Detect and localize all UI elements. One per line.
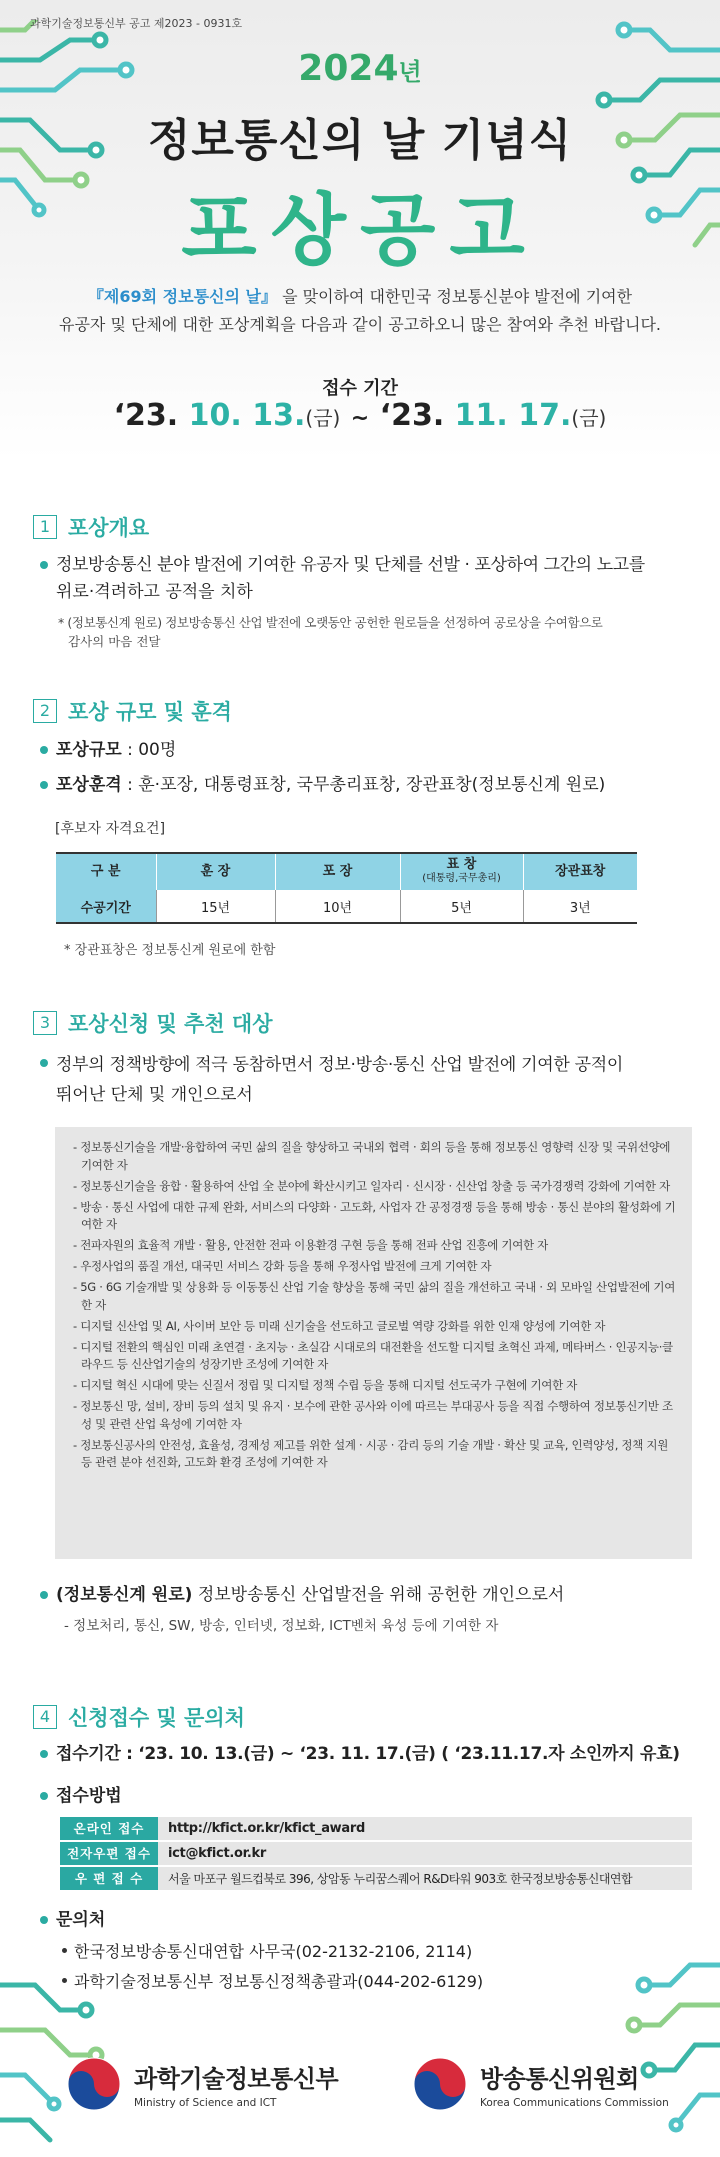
period-label: 접수 기간 — [322, 378, 398, 399]
contact-label: 문의처 — [56, 1910, 106, 1930]
table-header-sub: (대통령,국무총리) — [422, 873, 501, 884]
table-row — [56, 890, 637, 923]
kcc-logo — [412, 2056, 669, 2112]
intro-highlight: 『제69회 정보통신의 날』 — [87, 287, 277, 306]
application-period — [40, 1741, 680, 1768]
circuit-decoration-bottom-right-icon — [610, 1945, 720, 2155]
method-online — [60, 1817, 692, 1840]
elder-sub: - 정보처리, 통신, SW, 방송, 인터넷, 정보화, ICT벤처 육성 등에 기여한 자 — [64, 1618, 499, 1634]
method-tag: 전자우편 접수 — [60, 1842, 158, 1865]
award-grade — [40, 772, 605, 799]
intro-line-2: 유공자 및 단체에 대한 포상계획을 다음과 같이 공고하오니 많은 참여와 추천 바랍니다. — [59, 315, 661, 334]
table-row-label: 수공기간 — [56, 890, 156, 923]
list-item: - 정보통신기술을 개발·융합하여 국민 삶의 질을 향상하고 국내외 협력 · 회의 등을 통해 정보통신 영향력 신장 및 국위선양에 기여한 자 — [73, 1140, 671, 1172]
intro-line-1 — [0, 283, 720, 311]
application-period-label: 접수기간 — [56, 1744, 121, 1764]
start-date: 10. 13. — [188, 398, 306, 433]
list-item: - 디지털 신산업 및 AI, 사이버 보안 등 미래 신기술을 선도하고 글로벌 역량 강화를 위한 인재 양성에 기여한 자 — [73, 1318, 606, 1333]
method-email — [60, 1842, 692, 1865]
list-item: - 디지털 혁신 시대에 맞는 신질서 정립 및 디지털 정책 수립 등을 통해 디지털 선도국가 구현에 기여한 자 — [73, 1378, 578, 1392]
qualification-table — [56, 852, 637, 924]
list-item: - 정보통신 망, 설비, 장비 등의 설치 및 유지 · 보수에 관한 공사와 이에 따르는 부대공사 등을 직접 수행하여 정보통신기반 조성 및 관련 산업 육성에 기여한 자 — [73, 1399, 673, 1431]
intro-line-1-rest: 을 맞이하여 대한민국 정보통신분야 발전에 기여한 — [276, 287, 633, 306]
table-header-row — [56, 853, 637, 890]
section-1-note — [58, 613, 602, 651]
elder-bullet — [40, 1582, 564, 1609]
table-header: 훈 장 — [156, 853, 275, 890]
elder-text: 정보방송통신 산업발전을 위해 공헌한 개인으로서 — [192, 1585, 565, 1605]
taegeuk-emblem-icon — [66, 2056, 122, 2112]
list-item: - 정보통신공사의 안전성, 효율성, 경제성 제고를 위한 설계 · 시공 · 감리 등의 기술 개발 · 확산 및 교육, 인력양성, 정책 지원 등 관련 분야 선진화, 고도화 환경 조성에 기여한 자 — [73, 1437, 669, 1469]
application-period-value: : ‘23. 10. 13.(금) ~ ‘23. 11. 17.(금) ( ‘23.11.17.자 소인까지 유효) — [120, 1744, 680, 1764]
header-banner — [0, 0, 720, 460]
section-1-heading — [33, 512, 149, 542]
award-grade-value: : 훈·포장, 대통령표창, 국무총리표창, 장관표창(정보통신계 원로) — [121, 775, 606, 795]
notice-number: 과학기술정보통신부 공고 제2023 - 0931호 — [30, 17, 243, 30]
list-item: - 5G · 6G 기술개발 및 상용화 등 이동통신 산업 기술 향상을 통해 국민 삶의 질을 개선하고 국내 · 외 모바일 산업발전에 기여한 자 — [73, 1280, 676, 1312]
application-method — [40, 1783, 122, 1810]
method-post — [60, 1867, 692, 1890]
table-cell: 10년 — [275, 890, 400, 923]
section-3-title: 포상신청 및 추천 대상 — [68, 1012, 273, 1036]
section-1-note-line-1: * (정보통신계 원로) 정보방송통신 산업 발전에 오랫동안 공헌한 원로들을 선정하여 공로상을 수여함으로 — [58, 615, 603, 630]
end-date: 11. 17. — [454, 398, 572, 433]
section-3-bullet-line-1: 정부의 정책방향에 적극 동참하면서 정보·방송·통신 산업 발전에 기여한 공적이 — [56, 1055, 623, 1075]
taegeuk-emblem-icon — [412, 2056, 468, 2112]
table-header: 포 장 — [275, 853, 400, 890]
section-3-number: 3 — [33, 1011, 57, 1035]
event-year — [0, 48, 720, 89]
contact-item: 과학기술정보통신부 정보통신정책총괄과(044-202-6129) — [62, 1969, 483, 1992]
section-4-title: 신청접수 및 문의처 — [68, 1706, 245, 1730]
kcc-english-name: Korea Communications Commission — [480, 2097, 669, 2109]
section-1-note-line-2: 감사의 마음 전달 — [68, 634, 161, 649]
list-item: - 정보통신기술을 융합 · 활용하여 산업 全 분야에 확산시키고 일자리 · 신시장 · 신산업 창출 등 국가경쟁력 강화에 기여한 자 — [73, 1178, 670, 1193]
period-tilde: ~ — [350, 406, 370, 431]
period-dates — [0, 398, 720, 433]
msit-logo — [66, 2056, 338, 2112]
elder-label: (정보통신계 원로) — [56, 1585, 193, 1605]
section-1-number: 1 — [33, 515, 57, 539]
list-item: - 방송 · 통신 사업에 대한 규제 완화, 서비스의 다양화 · 고도화, 사업자 간 공정경쟁 등을 통해 방송 · 통신 분야의 활성화에 기여한 자 — [73, 1199, 676, 1231]
eligibility-list-box — [55, 1127, 692, 1559]
award-grade-label: 포상훈격 — [56, 775, 122, 795]
event-title: 정보통신의 날 기념식 — [147, 115, 573, 166]
section-4-number: 4 — [33, 1705, 57, 1729]
end-year: ‘23. — [379, 398, 445, 433]
year-number: 2024 — [298, 48, 399, 89]
method-tag: 온라인 접수 — [60, 1817, 158, 1840]
table-note: * 장관표창은 정보통신계 원로에 한함 — [64, 943, 276, 958]
kcc-name: 방송통신위원회 — [480, 2065, 639, 2093]
email-link[interactable]: ict@kfict.or.kr — [168, 1846, 266, 1861]
section-2-number: 2 — [33, 699, 57, 723]
start-dow: (금) — [305, 406, 341, 430]
end-dow: (금) — [571, 406, 607, 430]
application-method-label: 접수방법 — [56, 1786, 122, 1806]
announcement-title: 포상공고 — [181, 186, 539, 276]
table-header — [400, 853, 523, 890]
table-header-main: 표 창 — [446, 857, 477, 872]
list-item: - 우정사업의 품질 개선, 대국민 서비스 강화 등을 통해 우정사업 발전에 크게 기여한 자 — [73, 1259, 492, 1273]
contact-heading — [40, 1907, 105, 1934]
list-item: - 디지털 전환의 핵심인 미래 초연결 · 초지능 · 초실감 시대로의 대전환을 선도할 디지털 초혁신 과제, 메타버스 · 인공지능·클라우드 등 신산업기술의 성장기반 조성에 기여한 자 — [73, 1339, 673, 1371]
section-4-heading — [33, 1702, 245, 1732]
section-2-title: 포상 규모 및 훈격 — [68, 700, 232, 724]
section-3-heading — [33, 1008, 273, 1038]
award-scale-label: 포상규모 — [56, 740, 122, 760]
year-suffix: 년 — [398, 58, 422, 86]
section-1-title: 포상개요 — [68, 516, 150, 540]
section-1-bullet-line-2: 위로·격려하고 공적을 치하 — [56, 582, 253, 602]
msit-name: 과학기술정보통신부 — [134, 2065, 339, 2093]
method-tag: 우 편 접 수 — [60, 1867, 158, 1890]
award-scale — [40, 737, 176, 764]
table-header: 장관표창 — [523, 853, 637, 890]
contact-item: 한국정보방송통신대연합 사무국(02-2132-2106, 2114) — [62, 1939, 472, 1962]
section-1-bullet-line-1: 정보방송통신 분야 발전에 기여한 유공자 및 단체를 선발 · 포상하여 그간의 노고를 — [56, 555, 645, 575]
circuit-decoration-bottom-left-icon — [0, 1955, 110, 2155]
list-item: - 전파자원의 효율적 개발 · 활용, 안전한 전파 이용환경 구현 등을 통해 전파 산업 진흥에 기여한 자 — [73, 1238, 548, 1252]
online-url-link[interactable]: http://kfict.or.kr/kfict_award — [168, 1821, 365, 1836]
table-cell: 3년 — [523, 890, 637, 923]
postal-address: 서울 마포구 월드컵북로 396, 상암동 누리꿈스퀘어 R&D타워 903호 한국정보방송통신대연합 — [168, 1872, 633, 1886]
section-3-bullet-line-2: 뛰어난 단체 및 개인으로서 — [56, 1085, 253, 1105]
start-year: ‘23. — [113, 398, 179, 433]
section-2-heading — [33, 696, 232, 726]
table-header: 구 분 — [56, 853, 156, 890]
award-scale-value: : 00명 — [121, 740, 177, 760]
eligibility-list — [55, 1127, 692, 1472]
qualification-label: [후보자 자격요건] — [55, 821, 166, 837]
section-1-bullet — [40, 552, 700, 606]
table-cell: 15년 — [156, 890, 275, 923]
intro-text — [0, 283, 720, 339]
msit-english-name: Ministry of Science and ICT — [134, 2097, 277, 2109]
section-3-bullet — [40, 1050, 623, 1110]
table-cell: 5년 — [400, 890, 523, 923]
